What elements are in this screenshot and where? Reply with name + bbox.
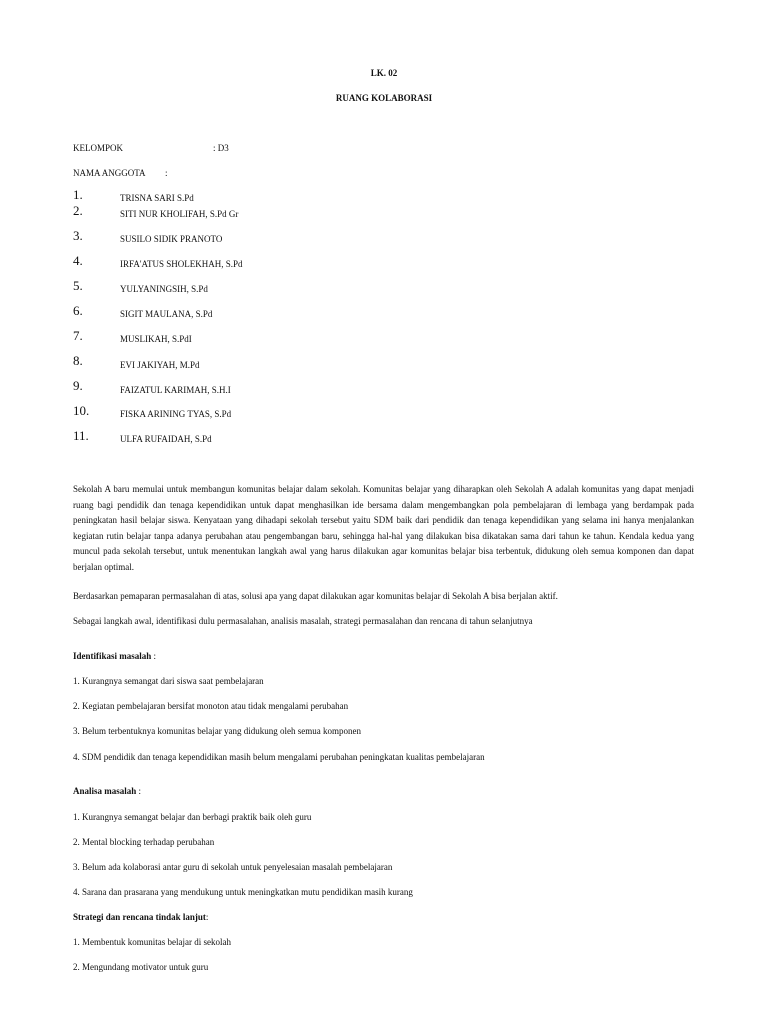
identifikasi-heading-suffix: : <box>151 651 157 661</box>
instruction-text: Sebagai langkah awal, identifikasi dulu permasalahan, analisis masalah, strategi permasalahan dan rencana di tahun selanjutnya <box>73 616 533 626</box>
members-label: NAMA ANGGOTA <box>73 168 146 178</box>
strategi-item: 1. Membentuk komunitas belajar di sekolah <box>73 937 231 947</box>
strategi-heading-text: Strategi dan rencana tindak lanjut <box>73 912 206 922</box>
members-colon: : <box>165 168 168 178</box>
member-number: 4. <box>73 253 83 268</box>
member-name: MUSLIKAH, S.PdI <box>120 334 192 344</box>
strategi-item: 2. Mengundang motivator untuk guru <box>73 962 209 972</box>
analisa-item: 1. Kurangnya semangat belajar dan berbagi praktik baik oleh guru <box>73 812 312 822</box>
member-name: FAIZATUL KARIMAH, S.H.I <box>120 385 231 395</box>
member-name: EVI JAKIYAH, M.Pd <box>120 360 200 370</box>
analisa-item: 4. Sarana dan prasarana yang mendukung untuk meningkatkan mutu pendidikan masih kurang <box>73 887 413 897</box>
strategi-heading-suffix: : <box>205 912 209 922</box>
member-name: SIGIT MAULANA, S.Pd <box>120 309 213 319</box>
analisa-heading-suffix: : <box>136 786 142 796</box>
identifikasi-item: 3. Belum terbentuknya komunitas belajar yang didukung oleh semua komponen <box>73 726 361 736</box>
member-name: FISKA ARINING TYAS, S.Pd <box>120 409 232 419</box>
member-name: YULYANINGSIH, S.Pd <box>120 284 208 294</box>
member-number: 3. <box>73 228 83 243</box>
intro-paragraph: Sekolah A baru memulai untuk membangun komunitas belajar dalam sekolah. Komunitas belajar yang diharapkan oleh Sekolah A adalah komunitas yang dapat menjadi ruang bagi pendidik dan tenaga kependidikan untuk dapat menghasilkan ide bersama dalam mengembangkan pola pembelajaran di lembaga yang berdampak pada peningkatan hasil belajar siswa. Kenyataan yang dihadapi sekolah tersebut yaitu SDM baik dari pendidik dan tenaga kependidikan yang selama ini hanya menjalankan kegiatan rutin belajar tanpa adanya perubahan atau pengembangan baru, sehingga hal-hal yang dilakukan bisa dikatakan sama dari tahun ke tahun. Kendala kedua yang muncul pada sekolah tersebut, untuk menentukan langkah awal yang harus dilakukan agar komunitas belajar bisa terbentuk, didukung oleh semua komponen dan dapat berjalan optimal. <box>73 484 694 572</box>
member-number: 1. <box>73 187 83 202</box>
analisa-item: 3. Belum ada kolaborasi antar guru di sekolah untuk penyelesaian masalah pembelajaran <box>73 862 393 872</box>
member-number: 9. <box>73 378 83 393</box>
identifikasi-item: 2. Kegiatan pembelajaran bersifat monoton atau tidak mengalami perubahan <box>73 701 349 711</box>
analisa-heading <box>73 785 141 797</box>
member-number: 10. <box>73 403 90 418</box>
identifikasi-item: 1. Kurangnya semangat dari siswa saat pembelajaran <box>73 676 264 686</box>
group-label: KELOMPOK <box>73 143 124 153</box>
doc-code: LK. 02 <box>370 68 398 78</box>
member-number: 5. <box>73 278 83 293</box>
doc-title: RUANG KOLABORASI <box>335 93 433 103</box>
member-name: IRFA'ATUS SHOLEKHAH, S.Pd <box>120 259 243 269</box>
analisa-item: 2. Mental blocking terhadap perubahan <box>73 837 215 847</box>
group-value: : D3 <box>213 143 229 153</box>
member-number: 7. <box>73 328 83 343</box>
member-number: 6. <box>73 303 83 318</box>
strategi-heading <box>73 911 208 923</box>
member-number: 11. <box>73 428 89 443</box>
solution-question: Berdasarkan pemaparan permasalahan di atas, solusi apa yang dapat dilakukan agar komunitas belajar di Sekolah A bisa berjalan aktif. <box>73 591 558 601</box>
identifikasi-heading <box>73 650 156 662</box>
member-name: TRISNA SARI S.Pd <box>120 193 194 203</box>
analisa-heading-text: Analisa masalah <box>73 786 137 796</box>
member-name: SITI NUR KHOLIFAH, S.Pd Gr <box>120 209 239 219</box>
identifikasi-item: 4. SDM pendidik dan tenaga kependidikan masih belum mengalami perubahan peningkatan kualitas pembelajaran <box>73 752 485 762</box>
identifikasi-heading-text: Identifikasi masalah <box>73 651 152 661</box>
member-number: 8. <box>73 353 83 368</box>
member-number: 2. <box>73 203 83 218</box>
member-name: SUSILO SIDIK PRANOTO <box>120 234 223 244</box>
member-name: ULFA RUFAIDAH, S.Pd <box>120 434 212 444</box>
